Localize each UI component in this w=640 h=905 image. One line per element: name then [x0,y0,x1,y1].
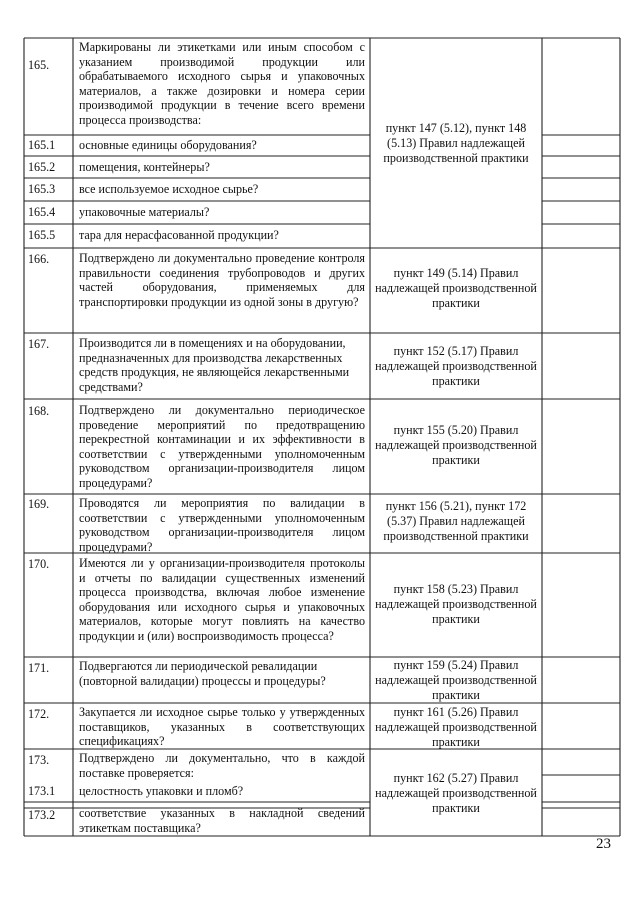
row-172-question: Закупается ли исходное сырье только у утвержденных поставщиков, указанных в соответствующих спецификациях? [79,705,365,749]
row-166-reference: пункт 149 (5.14) Правил надлежащей производственной практики [375,266,537,310]
row-173-number: 173. [28,753,50,767]
row-167-reference: пункт 152 (5.17) Правил надлежащей производственной практики [375,344,537,388]
row-169-number: 169. [28,497,50,511]
row-173-2-number: 173.2 [28,808,56,822]
row-165-reference: пункт 147 (5.12), пункт 148 (5.13) Правил надлежащей производственной практики [383,121,529,165]
row-173-2-question: соответствие указанных в накладной сведений этикеткам поставщика? [79,806,365,835]
row-170-number: 170. [28,557,50,571]
row-169-reference: пункт 156 (5.21), пункт 172 (5.37) Правил надлежащей производственной практики [383,499,529,543]
row-165-question: Маркированы ли этикетками или иным способом с указанием производимой продукции или обрабатываемого исходного сырья и упаковочных материалов, а также дозировки и номера серии производимой продукции в течение всего времени процесса производства: [79,40,365,127]
row-171-question: Подвергаются ли периодической ревалидации (повторной валидации) процессы и процедуры? [79,659,326,688]
row-168-question: Подтверждено ли документально периодическое проведение мероприятий по предотвращению перекрестной контаминации и их эффективности в соответствии с утвержденными уполномоченным руководством организации-производителя лицом процедурами? [79,403,365,490]
row-167-number: 167. [28,337,50,351]
row-165-2-number: 165.2 [28,160,56,174]
page-number: 23 [596,836,611,852]
row-165-4-number: 165.4 [28,205,56,219]
row-172-number: 172. [28,707,50,721]
row-165-number: 165. [28,58,50,72]
row-173-1-number: 173.1 [28,784,56,798]
row-168-reference: пункт 155 (5.20) Правил надлежащей производственной практики [375,423,537,467]
row-166-question: Подтверждено ли документально проведение контроля правильности соединения трубопроводов и других частей оборудования, применяемых для транспортировки продукции из одной зоны в другую? [79,251,365,309]
row-171-reference: пункт 159 (5.24) Правил надлежащей производственной практики [375,658,537,702]
row-172-reference: пункт 161 (5.26) Правил надлежащей производственной практики [375,705,537,749]
row-173-reference: пункт 162 (5.27) Правил надлежащей производственной практики [375,771,537,815]
row-165-3-question: все используемое исходное сырье? [79,182,259,196]
row-165-3-number: 165.3 [28,182,56,196]
row-173-question: Подтверждено ли документально, что в каждой поставке проверяется: [79,751,365,780]
row-170-question: Имеются ли у организации-производителя протоколы и отчеты по валидации существенных изменений процесса производства, включая любое изменение оборудования или исходного сырья и упаковочных материалов, которые могут повлиять на качество продукции и (или) воспроизводимость процесса? [79,556,365,643]
row-169-question: Проводятся ли мероприятия по валидации в соответствии с утвержденными уполномоченным руководством организации-производителя лицом процедурами? [79,496,365,554]
row-173-1-question: целостность упаковки и пломб? [79,784,244,798]
row-170-reference: пункт 158 (5.23) Правил надлежащей производственной практики [375,582,537,626]
row-167-question: Производится ли в помещениях и на оборудовании, предназначенных для производства лекарственных средств продукция, не являющейся лекарственными средствами? [79,336,350,394]
row-165-5-question: тара для нерасфасованной продукции? [79,228,279,242]
row-165-4-question: упаковочные материалы? [79,205,210,219]
row-165-2-question: помещения, контейнеры? [79,160,210,174]
row-165-5-number: 165.5 [28,228,56,242]
row-168-number: 168. [28,404,50,418]
row-165-1-question: основные единицы оборудования? [79,138,257,152]
row-171-number: 171. [28,661,50,675]
row-165-1-number: 165.1 [28,138,56,152]
row-166-number: 166. [28,252,50,266]
